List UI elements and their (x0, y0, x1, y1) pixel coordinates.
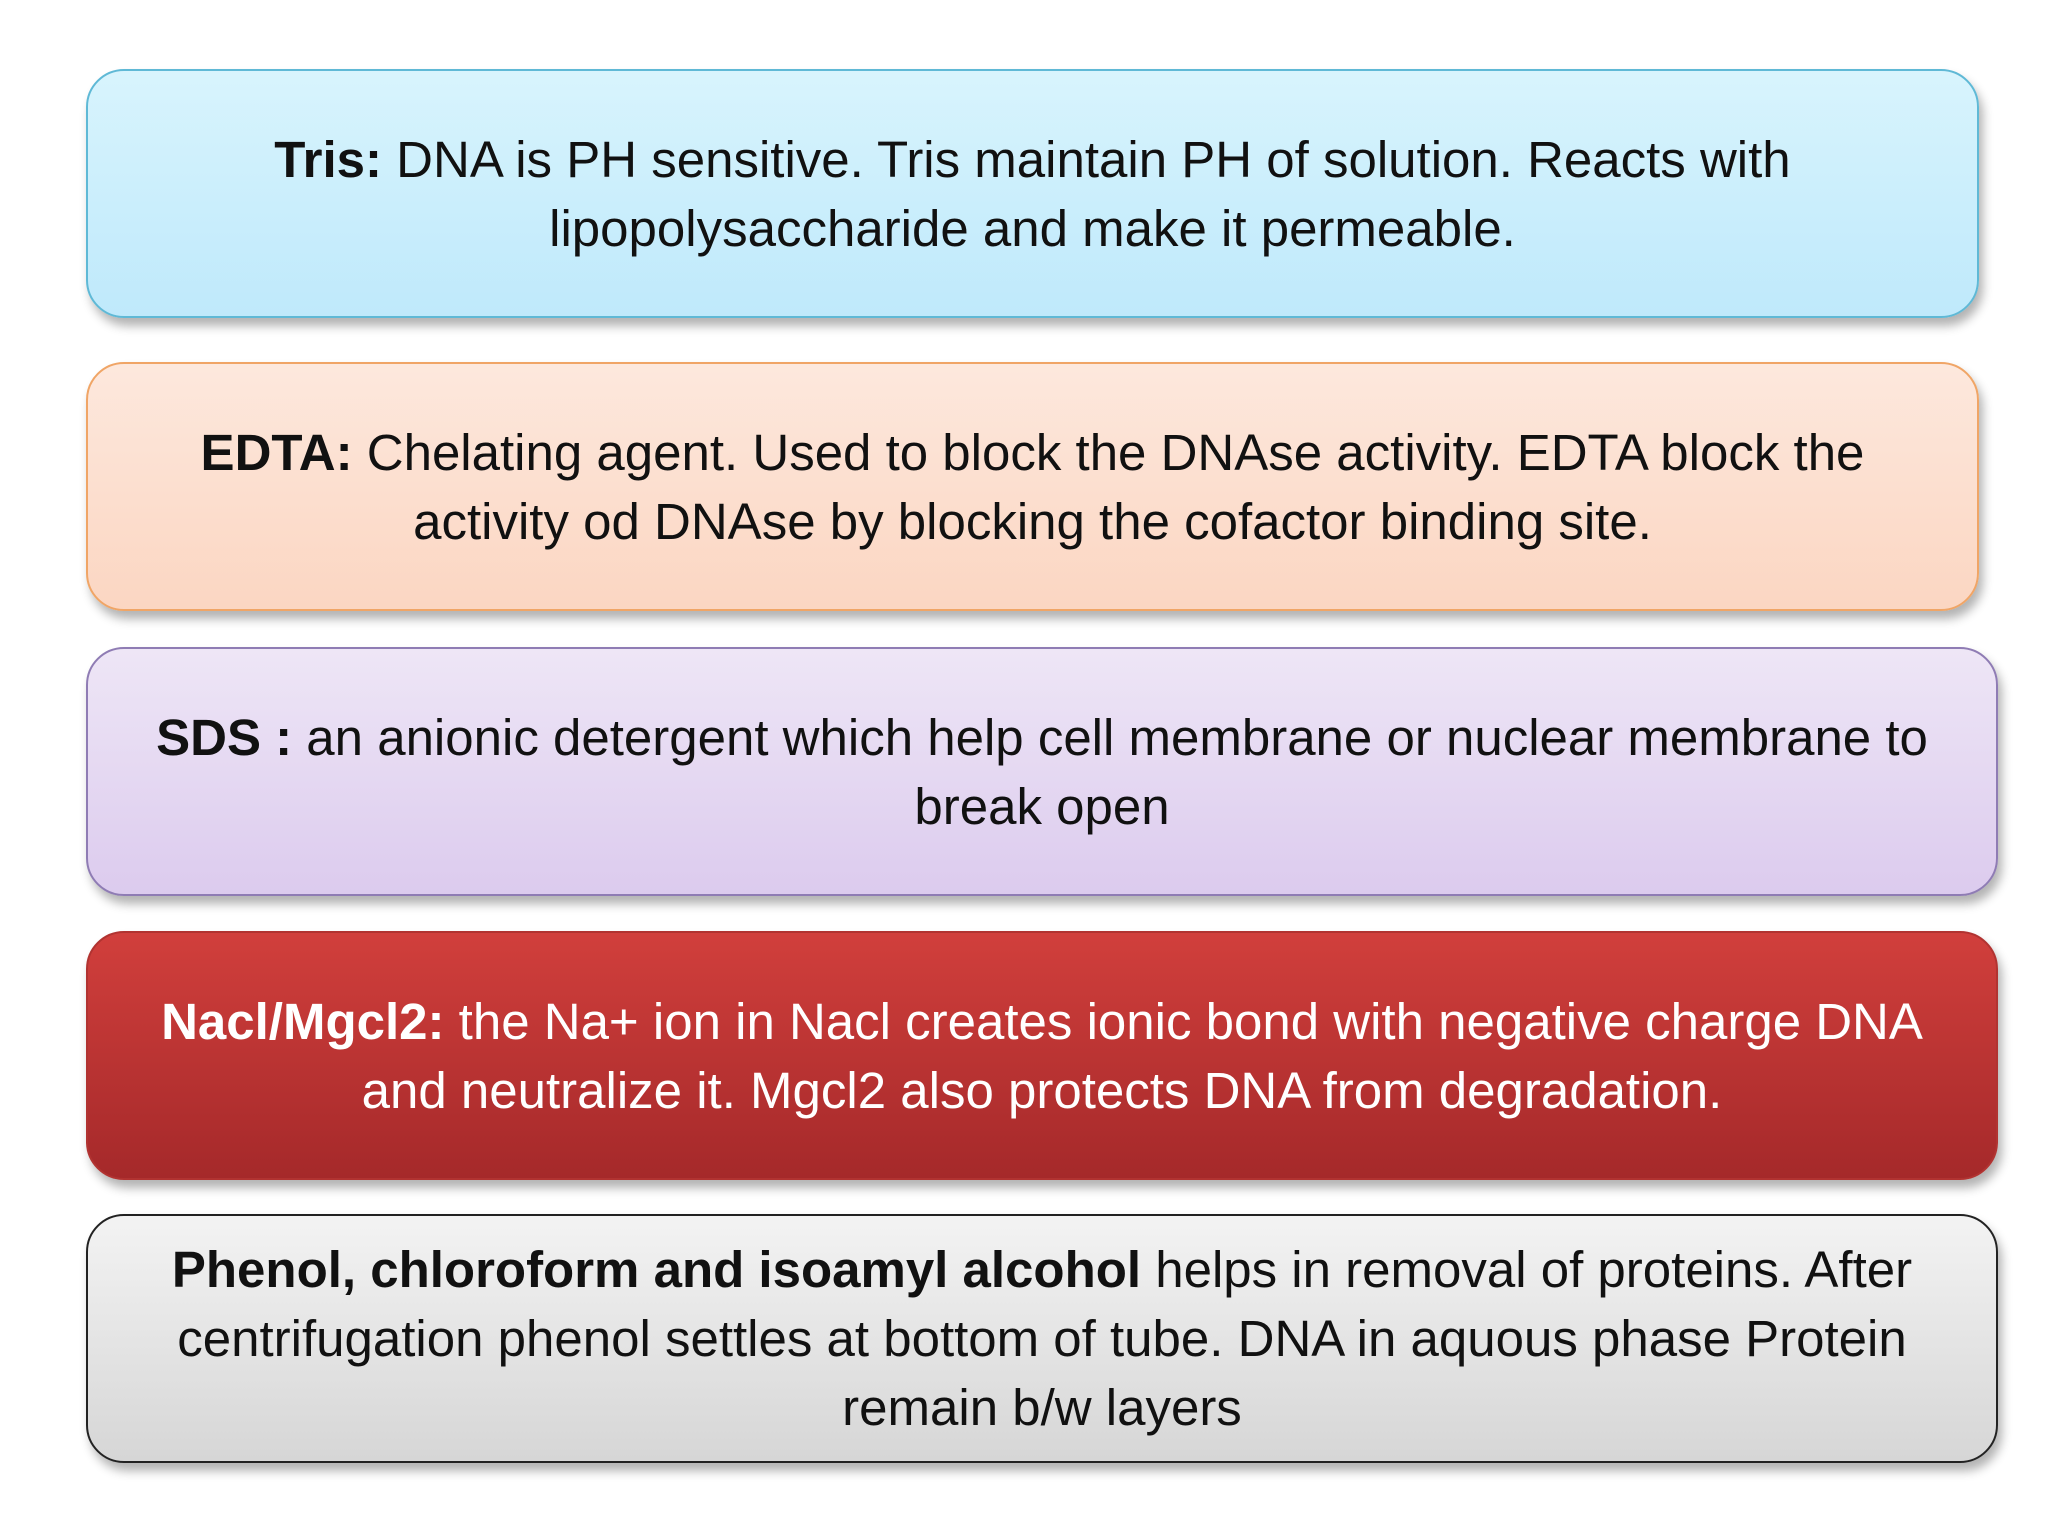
nacl-mgcl2-description (128, 987, 1956, 1125)
tris-term: Tris: (274, 130, 382, 188)
phenol-chloroform-text: helps in removal of proteins. After centrifugation phenol settles at bottom of tube. DNA in aquous phase Protein remain b/w layers (177, 1241, 1913, 1436)
sds-text: an anionic detergent which help cell membrane or nuclear membrane to break open (292, 708, 1928, 835)
nacl-mgcl2-text: the Na+ ion in Nacl creates ionic bond with negative charge DNA and neutralize it. Mgcl2 also protects DNA from degradation. (361, 992, 1923, 1119)
tris-box (86, 69, 1979, 318)
edta-term: EDTA: (200, 423, 353, 481)
sds-box (86, 647, 1998, 896)
phenol-chloroform-box (86, 1214, 1998, 1463)
edta-text: Chelating agent. Used to block the DNAse activity. EDTA block the activity od DNAse by blocking the cofactor binding site. (352, 423, 1865, 550)
phenol-chloroform-description (128, 1235, 1956, 1442)
nacl-mgcl2-box (86, 931, 1998, 1180)
sds-term: SDS : (156, 708, 293, 766)
nacl-mgcl2-term: Nacl/Mgcl2: (161, 992, 445, 1050)
edta-description (128, 418, 1937, 556)
tris-text: DNA is PH sensitive. Tris maintain PH of solution. Reacts with lipopolysaccharide and make it permeable. (382, 130, 1791, 257)
edta-box (86, 362, 1979, 611)
tris-description (128, 125, 1937, 263)
phenol-chloroform-term: Phenol, chloroform and isoamyl alcohol (171, 1241, 1142, 1298)
sds-description (128, 703, 1956, 841)
